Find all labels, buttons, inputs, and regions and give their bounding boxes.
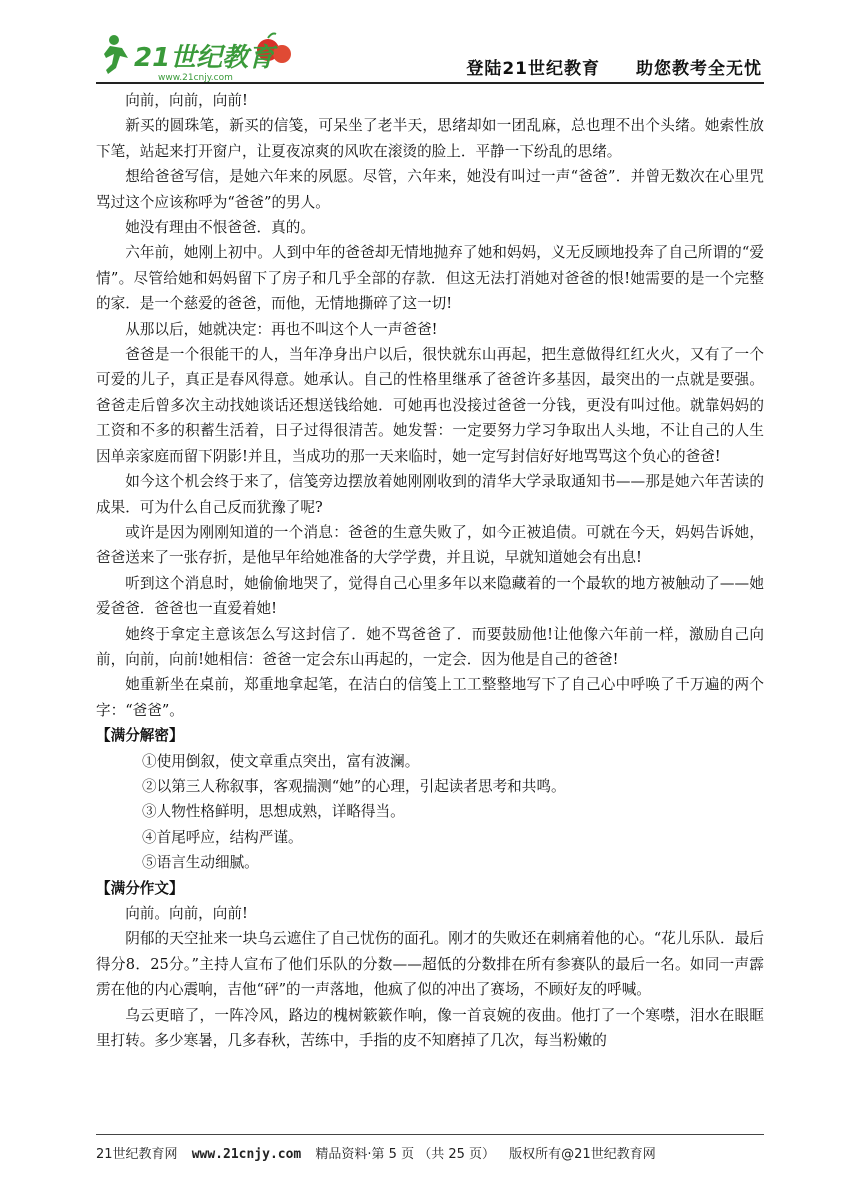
paragraph: 想给爸爸写信，是她六年来的夙愿。尽管，六年来，她没有叫过一声“爸爸”．并曾无数次在心里咒骂过这个应该称呼为“爸爸”的男人。: [96, 168, 764, 211]
paragraph: 或许是因为刚刚知道的一个消息：爸爸的生意失败了，如今正被追债。可就在今天，妈妈告诉她，爸爸送来了一张存折，是他早年给她准备的大学学费，并且说，早就知道她会有出息!: [96, 523, 764, 567]
paragraph: 她没有理由不恨爸爸．真的。: [125, 219, 315, 237]
paragraph: 听到这个消息时，她偷偷地哭了，觉得自己心里多年以来隐藏着的一个最软的地方被触动了——她爱爸爸．爸爸也一直爱着她!: [96, 574, 764, 618]
paragraph: 乌云更暗了，一阵冷风，路边的槐树簌簌作响，像一首哀婉的夜曲。他打了一个寒噤，泪水在眼眶里打转。多少寒暑，几多春秋，苦练中，手指的皮不知磨掉了几次，每当粉嫩的: [96, 1006, 764, 1050]
list-item: ①使用倒叙，使文章重点突出，富有波澜。: [142, 752, 420, 770]
list-item: ③人物性格鲜明，思想成熟，详略得当。: [142, 803, 405, 821]
document-body: [96, 88, 764, 1053]
footer-copyright: 版权所有@21世纪教育网: [509, 1147, 656, 1162]
paragraph: 如今这个机会终于来了，信笺旁边摆放着她刚刚收到的清华大学录取通知书——那是她六年苦读的成果．可为什么自己反而犹豫了呢?: [96, 473, 764, 516]
paragraph: 爸爸是一个很能干的人，当年净身出户以后，很快就东山再起，把生意做得红红火火，又有了一个可爱的儿子，真正是春风得意。她承认。自己的性格里继承了爸爸许多基因，最突出的一点就是要强。爸爸走后曾多次主动找她谈话还想送钱给她．可她再也没接过爸爸一分钱，更没有叫过他。就靠妈妈的工资和不多的积蓄生活着，日子过得很清苦。她发誓：一定要努力学习争取出人头地，不让自己的人生因单亲家庭而留下阴影!并且，当成功的那一天来临时，她一定写封信好好地骂骂这个负心的爸爸!: [96, 346, 764, 465]
logo-url: www.21cnjy.com: [158, 73, 233, 83]
footer-page-info: 精品资料·第 5 页 （共 25 页）: [315, 1147, 496, 1162]
section-heading: 【满分解密】: [96, 727, 184, 745]
paragraph: 她终于拿定主意该怎么写这封信了．她不骂爸爸了．而要鼓励他!让他像六年前一样，激励自己向前，向前，向前!她相信：爸爸一定会东山再起的，一定会．因为他是自己的爸爸!: [96, 625, 764, 668]
section-heading: 【满分作文】: [96, 879, 184, 897]
list-item: ⑤语言生动细腻。: [142, 854, 259, 872]
paragraph: 新买的圆珠笔，新买的信笺，可呆坐了老半天，思绪却如一团乱麻，总也理不出个头绪。她索性放下笔，站起来打开窗户，让夏夜凉爽的风吹在滚烫的脸上．平静一下纷乱的思绪。: [96, 117, 764, 160]
paragraph: 阴郁的天空扯来一块乌云遮住了自己忧伤的面孔。刚才的失败还在刺痛着他的心。“花儿乐队．最后得分8．25分。”主持人宣布了他们乐队的分数——超低的分数排在所有参赛队的最后一名。如同一声霹雳在他的内心震响，吉他“砰”的一声落地，他疯了似的冲出了赛场，不顾好友的呼喊。: [96, 930, 764, 999]
paragraph: 六年前，她刚上初中。人到中年的爸爸却无情地抛弃了她和妈妈，义无反顾地投奔了自己所谓的“爱情”。尽管给她和妈妈留下了房子和几乎全部的存款．但这无法打消她对爸爸的恨!她需要的是一个完整的家．是一个慈爱的爸爸，而他，无情地撕碎了这一切!: [96, 244, 764, 313]
footer-site-link[interactable]: www.21cnjy.com: [191, 1147, 302, 1162]
list-item: ②以第三人称叙事，客观揣测“她”的心理，引起读者思考和共鸣。: [142, 777, 566, 795]
footer-brand: 21世纪教育网: [96, 1147, 178, 1162]
list-item: ④首尾呼应，结构严谨。: [142, 828, 303, 846]
page-footer: [96, 1134, 764, 1162]
paragraph: 从那以后，她就决定：再也不叫这个人一声爸爸!: [125, 320, 438, 338]
page-header: [96, 22, 764, 84]
logo-text: 21世纪教育: [134, 43, 275, 73]
header-slogan: 登陆21世纪教育 助您教考全无忧: [466, 59, 762, 79]
paragraph: 向前。向前，向前!: [125, 905, 248, 922]
paragraph: 她重新坐在桌前，郑重地拿起笔，在洁白的信笺上工工整整地写下了自己心中呼唤了千万遍的两个字：“爸爸”。: [96, 676, 764, 719]
runner-icon: [104, 35, 128, 74]
paragraph: 向前，向前，向前!: [125, 92, 248, 109]
site-logo: [98, 28, 298, 84]
